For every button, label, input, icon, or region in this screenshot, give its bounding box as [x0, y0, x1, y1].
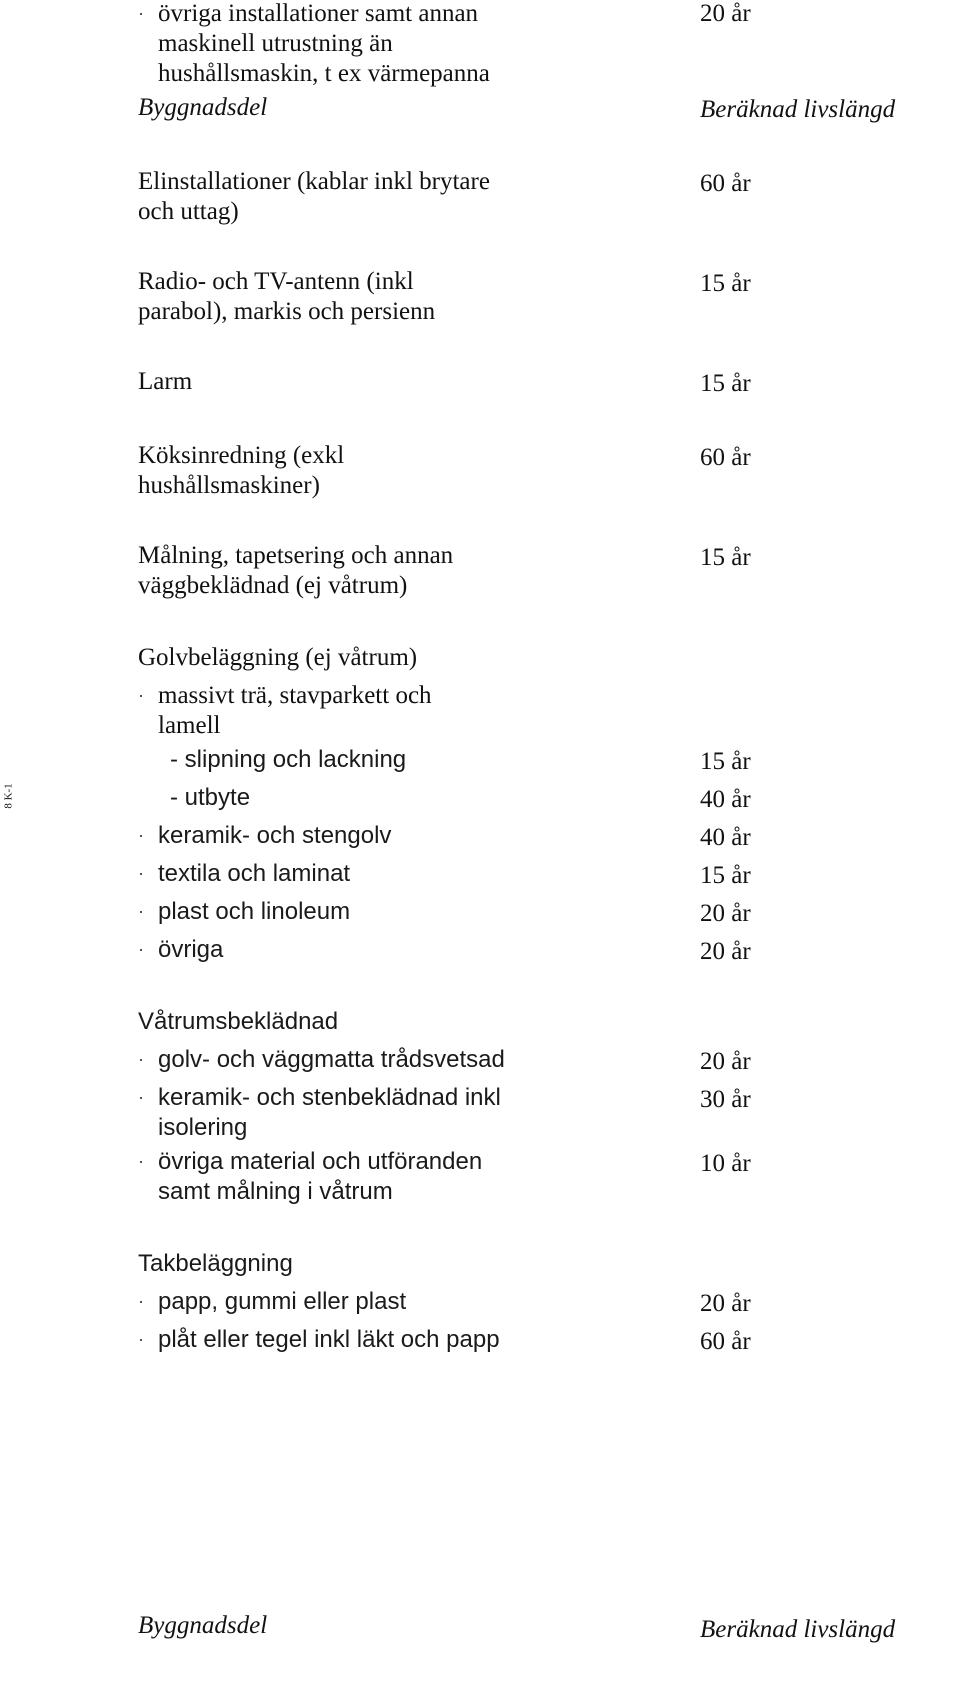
- item-antenn-line-1: Radio- och TV-antenn (inkl: [138, 268, 414, 295]
- item-antenn-line-2: parabol), markis och persienn: [138, 298, 436, 325]
- vatrum-bullet-ovriga-line-2: samt målning i våtrum: [158, 1178, 393, 1205]
- bullet-icon: ·: [138, 1330, 144, 1350]
- tak-heading: Takbeläggning: [138, 1250, 293, 1277]
- column-header-part: Byggnadsdel: [138, 94, 268, 121]
- golv-bullet-plast-label: plast och linoleum: [158, 898, 351, 925]
- golv-wood-line-1: massivt trä, stavparkett och: [158, 682, 432, 709]
- bullet-icon: ·: [138, 686, 144, 706]
- golv-sub-slipning-value: 15 år: [700, 748, 751, 775]
- bullet-icon: ·: [138, 1152, 144, 1172]
- tak-bullet-plat-value: 60 år: [700, 1328, 751, 1355]
- item-malning-value: 15 år: [700, 544, 751, 571]
- top-entry-line-2: maskinell utrustning än: [158, 30, 393, 57]
- item-malning-line-1: Målning, tapetsering och annan: [138, 542, 454, 569]
- golv-sub-utbyte-value: 40 år: [700, 786, 751, 813]
- bullet-icon: ·: [138, 864, 144, 884]
- top-entry-line-3: hushållsmaskin, t ex värmepanna: [158, 60, 490, 87]
- vatrum-bullet-keramik-line-2: isolering: [158, 1114, 248, 1141]
- golv-bullet-ovriga-value: 20 år: [700, 938, 751, 965]
- column-header-lifespan-bottom: Beräknad livslängd: [700, 1616, 896, 1643]
- golv-sub-slipning-label: - slipning och lackning: [170, 746, 407, 773]
- bullet-icon: ·: [138, 1088, 144, 1108]
- item-elinstallationer-line-1: Elinstallationer (kablar inkl brytare: [138, 168, 490, 195]
- golv-bullet-keramik-label: keramik- och stengolv: [158, 822, 392, 849]
- item-larm-value: 15 år: [700, 370, 751, 397]
- vatrum-bullet-ovriga-value: 10 år: [700, 1150, 751, 1177]
- tak-bullet-papp-value: 20 år: [700, 1290, 751, 1317]
- tak-bullet-papp-label: papp, gummi eller plast: [158, 1288, 407, 1315]
- bullet-icon: ·: [138, 902, 144, 922]
- vatrum-bullet-ovriga-line-1: övriga material och utföranden: [158, 1148, 483, 1175]
- golv-heading: Golvbeläggning (ej våtrum): [138, 644, 418, 671]
- item-antenn-value: 15 år: [700, 270, 751, 297]
- golv-wood-line-2: lamell: [158, 712, 221, 739]
- item-elinstallationer-line-2: och uttag): [138, 198, 239, 225]
- golv-bullet-keramik-value: 40 år: [700, 824, 751, 851]
- golv-bullet-textila-value: 15 år: [700, 862, 751, 889]
- vatrum-heading: Våtrumsbeklädnad: [138, 1008, 339, 1035]
- vatrum-bullet-matta-value: 20 år: [700, 1048, 751, 1075]
- bullet-icon: ·: [138, 826, 144, 846]
- side-margin-label: 8 K-1: [2, 783, 15, 809]
- top-entry-value: 20 år: [700, 0, 751, 27]
- vatrum-bullet-keramik-value: 30 år: [700, 1086, 751, 1113]
- bullet-icon: ·: [138, 1050, 144, 1070]
- bullet-icon: ·: [138, 1292, 144, 1312]
- item-malning-line-2: väggbeklädnad (ej våtrum): [138, 572, 408, 599]
- item-koksinredning-value: 60 år: [700, 444, 751, 471]
- item-koksinredning-line-2: hushållsmaskiner): [138, 472, 320, 499]
- golv-bullet-plast-value: 20 år: [700, 900, 751, 927]
- column-header-part-bottom: Byggnadsdel: [138, 1612, 268, 1639]
- golv-bullet-textila-label: textila och laminat: [158, 860, 351, 887]
- item-elinstallationer-value: 60 år: [700, 170, 751, 197]
- vatrum-bullet-matta-line-1: golv- och väggmatta trådsvetsad: [158, 1046, 505, 1073]
- bullet-icon: ·: [138, 940, 144, 960]
- golv-sub-utbyte-label: - utbyte: [170, 784, 251, 811]
- vatrum-bullet-keramik-line-1: keramik- och stenbeklädnad inkl: [158, 1084, 501, 1111]
- column-header-lifespan: Beräknad livslängd: [700, 96, 896, 123]
- item-koksinredning-line-1: Köksinredning (exkl: [138, 442, 345, 469]
- item-larm-line-1: Larm: [138, 368, 193, 395]
- tak-bullet-plat-label: plåt eller tegel inkl läkt och papp: [158, 1326, 500, 1353]
- golv-bullet-ovriga-label: övriga: [158, 936, 224, 963]
- top-entry-line-1: övriga installationer samt annan: [158, 0, 479, 27]
- bullet-icon: ·: [138, 4, 144, 24]
